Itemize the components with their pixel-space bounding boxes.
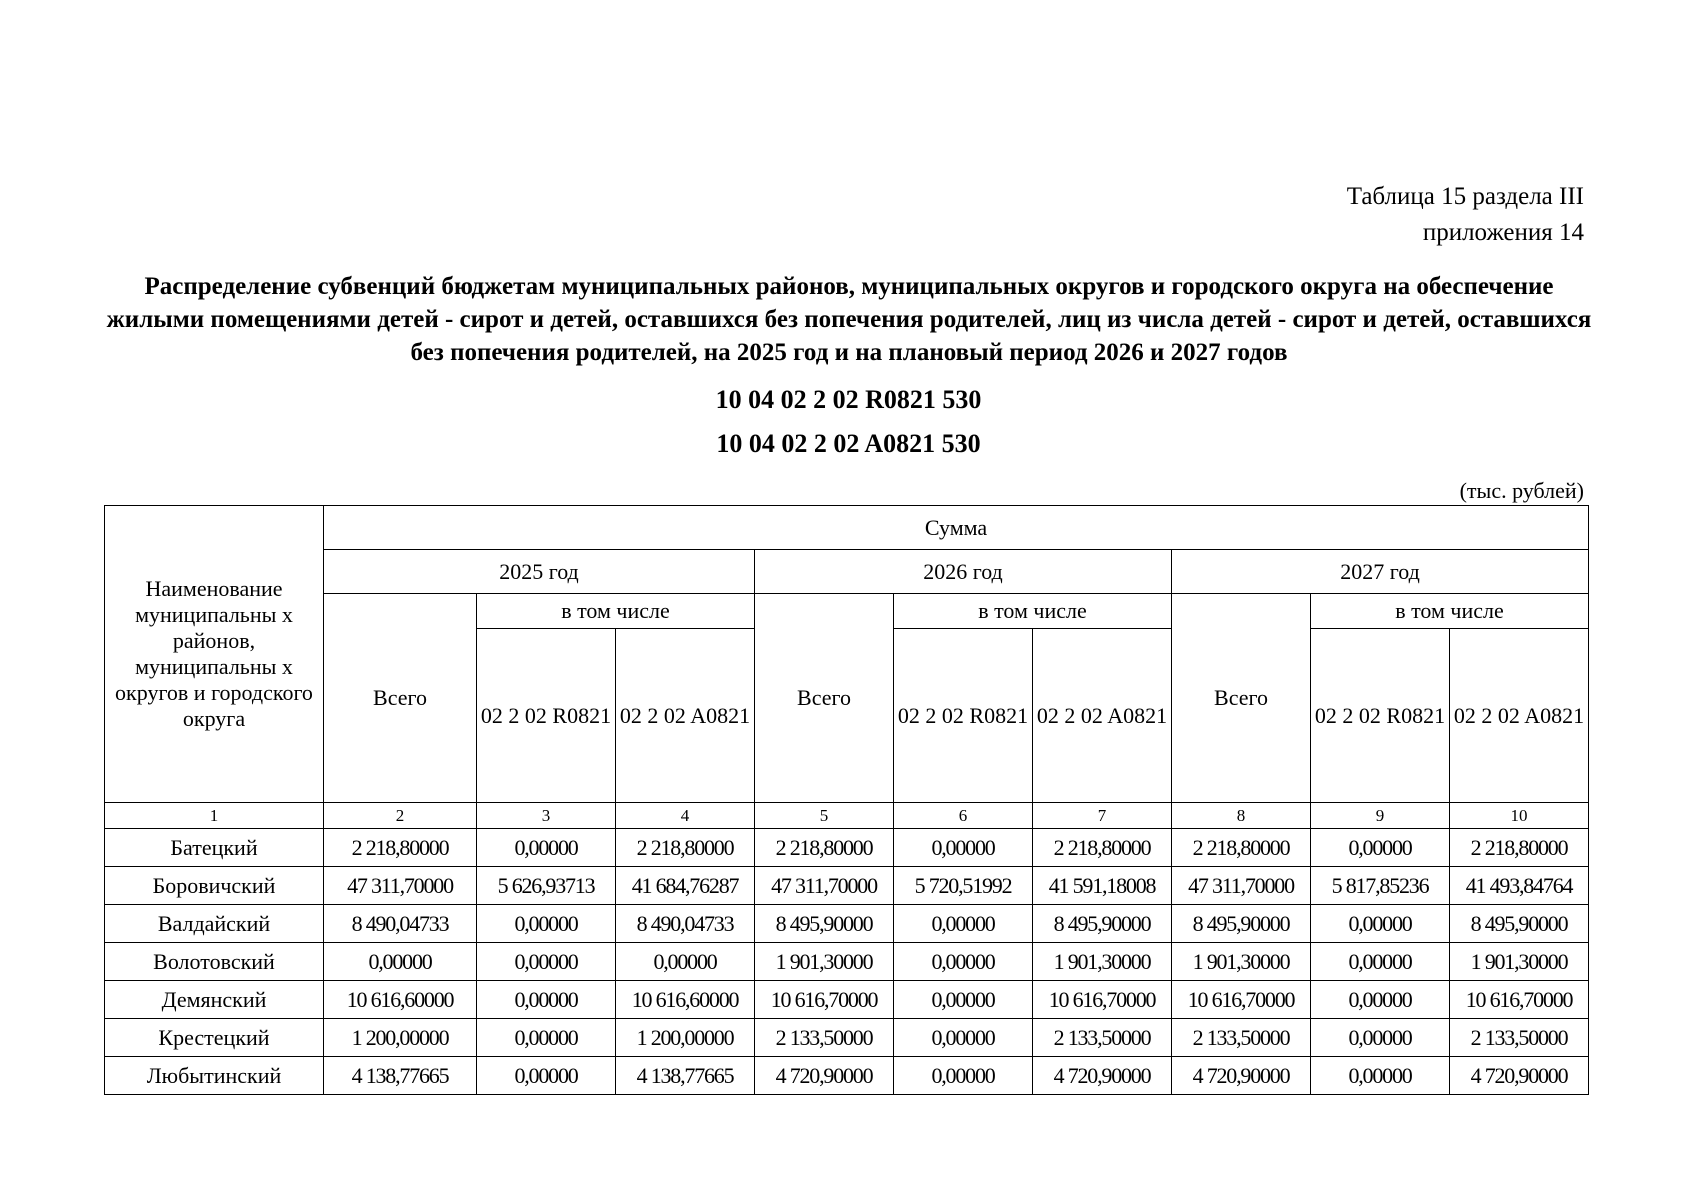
column-header-year-2025: 2025 год xyxy=(324,550,755,594)
amount-cell: 0,00000 xyxy=(477,905,616,943)
amount-cell: 0,00000 xyxy=(894,981,1033,1019)
subsidy-table xyxy=(104,505,1589,1095)
amount-cell: 47 311,70000 xyxy=(1172,867,1311,905)
column-header-code-r0821-2025: 02 2 02 R0821 xyxy=(477,629,616,803)
column-header-code-a0821-2026: 02 2 02 A0821 xyxy=(1033,629,1172,803)
column-header-total-2025: Всего xyxy=(324,594,477,803)
column-number: 3 xyxy=(477,803,616,829)
header-row-sum xyxy=(105,506,1589,550)
district-name: Волотовский xyxy=(105,943,324,981)
amount-cell: 2 133,50000 xyxy=(755,1019,894,1057)
amount-cell: 4 720,90000 xyxy=(1172,1057,1311,1095)
table-row xyxy=(105,981,1589,1019)
amount-cell: 4 138,77665 xyxy=(324,1057,477,1095)
amount-cell: 2 218,80000 xyxy=(1450,829,1589,867)
column-header-code-r0821-2027: 02 2 02 R0821 xyxy=(1311,629,1450,803)
column-header-code-a0821-2027: 02 2 02 A0821 xyxy=(1450,629,1589,803)
amount-cell: 8 490,04733 xyxy=(324,905,477,943)
amount-cell: 10 616,70000 xyxy=(755,981,894,1019)
amount-cell: 8 495,90000 xyxy=(755,905,894,943)
amount-cell: 4 720,90000 xyxy=(1450,1057,1589,1095)
amount-cell: 8 495,90000 xyxy=(1450,905,1589,943)
column-header-including-2027: в том числе xyxy=(1311,594,1589,629)
column-number: 6 xyxy=(894,803,1033,829)
document-title: Распределение субвенций бюджетам муниципальных районов, муниципальных округов и городского округа на обеспечение жилыми помещениями детей - сирот и детей, оставшихся без попечения родителей, лиц из числа детей - сирот и детей, оставшихся без попечения родителей, на 2025 год и на плановый период 2026 и 2027 годов xyxy=(106,273,1592,366)
amount-cell: 0,00000 xyxy=(1311,905,1450,943)
column-number: 7 xyxy=(1033,803,1172,829)
column-number: 9 xyxy=(1311,803,1450,829)
column-header-year-2026: 2026 год xyxy=(755,550,1172,594)
district-name: Батецкий xyxy=(105,829,324,867)
amount-cell: 10 616,70000 xyxy=(1450,981,1589,1019)
header-row-including xyxy=(105,594,1589,629)
amount-cell: 2 218,80000 xyxy=(1172,829,1311,867)
district-name: Демянский xyxy=(105,981,324,1019)
amount-cell: 2 218,80000 xyxy=(616,829,755,867)
amount-cell: 0,00000 xyxy=(894,1019,1033,1057)
table-row xyxy=(105,829,1589,867)
amount-cell: 2 218,80000 xyxy=(755,829,894,867)
amount-cell: 8 495,90000 xyxy=(1033,905,1172,943)
amount-cell: 47 311,70000 xyxy=(324,867,477,905)
units-note: (тыс. рублей) xyxy=(1459,478,1584,503)
column-header-code-a0821-2025: 02 2 02 A0821 xyxy=(616,629,755,803)
amount-cell: 0,00000 xyxy=(894,905,1033,943)
column-header-year-2027: 2027 год xyxy=(1172,550,1589,594)
budget-code-r0821: 10 04 02 2 02 R0821 530 xyxy=(715,385,982,414)
amount-cell: 47 311,70000 xyxy=(755,867,894,905)
column-header-sum: Сумма xyxy=(324,506,1589,550)
amount-cell: 1 901,30000 xyxy=(1450,943,1589,981)
column-number: 10 xyxy=(1450,803,1589,829)
amount-cell: 2 218,80000 xyxy=(1033,829,1172,867)
table-row xyxy=(105,943,1589,981)
table-row xyxy=(105,867,1589,905)
table-row xyxy=(105,1019,1589,1057)
column-number: 1 xyxy=(105,803,324,829)
amount-cell: 0,00000 xyxy=(324,943,477,981)
amount-cell: 10 616,70000 xyxy=(1172,981,1311,1019)
amount-cell: 0,00000 xyxy=(616,943,755,981)
amount-cell: 4 720,90000 xyxy=(1033,1057,1172,1095)
amount-cell: 0,00000 xyxy=(1311,981,1450,1019)
district-name: Любытинский xyxy=(105,1057,324,1095)
amount-cell: 8 490,04733 xyxy=(616,905,755,943)
amount-cell: 10 616,70000 xyxy=(1033,981,1172,1019)
column-header-code-r0821-2026: 02 2 02 R0821 xyxy=(894,629,1033,803)
amount-cell: 4 720,90000 xyxy=(755,1057,894,1095)
district-name: Боровичский xyxy=(105,867,324,905)
column-number: 8 xyxy=(1172,803,1311,829)
amount-cell: 10 616,60000 xyxy=(324,981,477,1019)
table-row xyxy=(105,1057,1589,1095)
amount-cell: 1 901,30000 xyxy=(1033,943,1172,981)
amount-cell: 1 200,00000 xyxy=(616,1019,755,1057)
column-header-total-2026: Всего xyxy=(755,594,894,803)
table-row xyxy=(105,905,1589,943)
amount-cell: 5 626,93713 xyxy=(477,867,616,905)
amount-cell: 1 901,30000 xyxy=(1172,943,1311,981)
amount-cell: 2 133,50000 xyxy=(1450,1019,1589,1057)
column-header-including-2025: в том числе xyxy=(477,594,755,629)
column-header-including-2026: в том числе xyxy=(894,594,1172,629)
amount-cell: 1 200,00000 xyxy=(324,1019,477,1057)
amount-cell: 2 133,50000 xyxy=(1033,1019,1172,1057)
column-number: 2 xyxy=(324,803,477,829)
budget-code-a0821: 10 04 02 2 02 A0821 530 xyxy=(716,429,981,458)
amount-cell: 0,00000 xyxy=(477,1019,616,1057)
column-number: 4 xyxy=(616,803,755,829)
amount-cell: 0,00000 xyxy=(477,943,616,981)
district-name: Крестецкий xyxy=(105,1019,324,1057)
amount-cell: 4 138,77665 xyxy=(616,1057,755,1095)
amount-cell: 41 684,76287 xyxy=(616,867,755,905)
amount-cell: 10 616,60000 xyxy=(616,981,755,1019)
amount-cell: 41 591,18008 xyxy=(1033,867,1172,905)
amount-cell: 0,00000 xyxy=(894,943,1033,981)
amount-cell: 2 218,80000 xyxy=(324,829,477,867)
amount-cell: 0,00000 xyxy=(894,1057,1033,1095)
amount-cell: 0,00000 xyxy=(1311,943,1450,981)
column-header-name: Наименование муниципальны х районов, муниципальны х округов и городского округа xyxy=(105,506,324,803)
amount-cell: 2 133,50000 xyxy=(1172,1019,1311,1057)
appendix-reference-table: Таблица 15 раздела III xyxy=(1346,183,1584,210)
amount-cell: 5 720,51992 xyxy=(894,867,1033,905)
table-body xyxy=(105,829,1589,1095)
amount-cell: 1 901,30000 xyxy=(755,943,894,981)
amount-cell: 0,00000 xyxy=(1311,1057,1450,1095)
amount-cell: 0,00000 xyxy=(477,981,616,1019)
header-row-years xyxy=(105,550,1589,594)
amount-cell: 0,00000 xyxy=(1311,829,1450,867)
amount-cell: 5 817,85236 xyxy=(1311,867,1450,905)
amount-cell: 0,00000 xyxy=(1311,1019,1450,1057)
amount-cell: 0,00000 xyxy=(894,829,1033,867)
amount-cell: 8 495,90000 xyxy=(1172,905,1311,943)
appendix-reference-annex: приложения 14 xyxy=(1422,219,1584,246)
amount-cell: 41 493,84764 xyxy=(1450,867,1589,905)
column-number: 5 xyxy=(755,803,894,829)
district-name: Валдайский xyxy=(105,905,324,943)
amount-cell: 0,00000 xyxy=(477,829,616,867)
amount-cell: 0,00000 xyxy=(477,1057,616,1095)
column-number-row xyxy=(105,803,1589,829)
column-header-total-2027: Всего xyxy=(1172,594,1311,803)
